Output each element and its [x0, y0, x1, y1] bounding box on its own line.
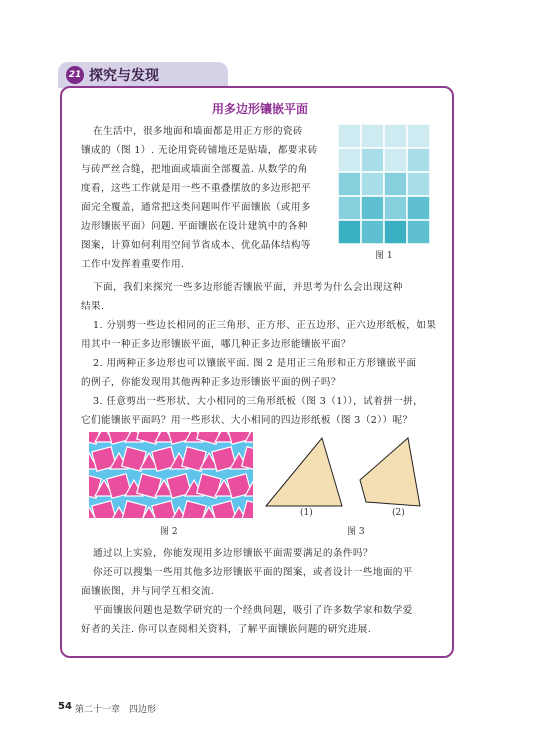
card-title: 用多边形镶嵌平面: [212, 102, 309, 116]
text-line: 边形镶嵌平面）问题. 平面镶嵌在设计建筑中的各种: [81, 221, 308, 232]
paragraph-8: [81, 601, 413, 639]
text-line: 2. 用两种正多边形也可以镶嵌平面. 图 2 是用正三角形和正方形镶嵌平面: [93, 358, 417, 369]
text-line: 面镶嵌图，并与同学互相交流.: [81, 586, 215, 597]
tile: [338, 172, 361, 196]
page-number: 54: [58, 701, 72, 712]
section-title: 探究与发现: [89, 68, 159, 84]
paragraph-4: [81, 354, 417, 392]
paragraph-6: [93, 544, 373, 563]
figure-3-label: 图 3: [347, 527, 365, 537]
section-badge-icon: 21: [66, 66, 84, 84]
paragraph-1: [81, 122, 318, 274]
tile: [407, 172, 430, 196]
tile: [407, 148, 430, 172]
text-line: 3. 任意剪出一些形状、大小相同的三角形纸板（图 3（1）），试着拼一拼，: [93, 396, 424, 407]
tile: [407, 220, 430, 244]
tile: [361, 124, 384, 148]
tile: [361, 172, 384, 196]
tile: [384, 124, 407, 148]
quadrilateral-shape: [360, 438, 420, 506]
tile: [407, 196, 430, 220]
figure-1-tile-grid: [338, 124, 430, 244]
figure-1-label: 图 1: [375, 251, 393, 261]
tile: [361, 148, 384, 172]
text-line: 通过以上实验，你能发现用多边形镶嵌平面需要满足的条件吗？: [93, 548, 373, 559]
text-line: 它们能镶嵌平面吗？用一些形状、大小相同的四边形纸板（图 3（2））呢？: [81, 415, 413, 426]
paragraph-3: [81, 316, 437, 354]
text-line: 下面，我们来探究一些多边形能否镶嵌平面，并思考为什么会出现这种: [93, 282, 403, 293]
text-line: 好者的关注. 你可以查阅相关资料，了解平面镶嵌问题的研究进展.: [81, 624, 372, 635]
tile: [338, 124, 361, 148]
text-line: 的例子，你能发现用其他两种正多边形镶嵌平面的例子吗？: [81, 377, 341, 388]
text-line: 结果.: [81, 301, 105, 312]
text-line: 面完全覆盖，通常把这类问题叫作平面镶嵌（或用多: [81, 202, 311, 213]
tile: [384, 220, 407, 244]
tile: [361, 196, 384, 220]
tile: [384, 196, 407, 220]
text-line: 在生活中，很多地面和墙面都是用正方形的瓷砖: [93, 126, 303, 137]
paragraph-5: [81, 392, 424, 430]
tile: [407, 124, 430, 148]
paragraph-7: [81, 563, 413, 601]
figure-2-label: 图 2: [160, 527, 178, 537]
tile: [384, 148, 407, 172]
paragraph-2: [81, 278, 403, 316]
text-line: 平面镶嵌问题也是数学研究的一个经典问题，吸引了许多数学家和数学爱: [93, 605, 413, 616]
text-line: 与砖严丝合缝，把地面或墙面全部覆盖. 从数学的角: [81, 164, 308, 175]
text-line: 用其中一种正多边形镶嵌平面，哪几种正多边形能镶嵌平面？: [81, 339, 351, 350]
figure-3-shapes: [262, 434, 442, 510]
figure-3-sub1-label: (1): [300, 508, 313, 518]
text-line: 度看，这些工作就是用一些不重叠摆放的多边形把平: [81, 183, 311, 194]
text-line: 工作中发挥着重要作用.: [81, 259, 185, 270]
tile: [338, 196, 361, 220]
tile: [338, 148, 361, 172]
triangle-shape: [266, 438, 342, 506]
text-line: 1. 分别剪一些边长相同的正三角形、正方形、正五边形、正六边形纸板，如果: [93, 320, 437, 331]
chapter-footer: 第二十一章 四边形: [75, 705, 157, 715]
tile: [384, 172, 407, 196]
text-line: 图案，计算如何利用空间节省成本、优化晶体结构等: [81, 240, 311, 251]
tile: [361, 220, 384, 244]
text-line: 镶成的（图 1）. 无论用瓷砖铺地还是贴墙，都要求砖: [81, 145, 318, 156]
figure-3-sub2-label: (2): [392, 508, 405, 518]
text-line: 你还可以搜集一些用其他多边形镶嵌平面的图案，或者设计一些地面的平: [93, 567, 413, 578]
figure-2-tessellation: [89, 432, 253, 518]
tile: [338, 220, 361, 244]
